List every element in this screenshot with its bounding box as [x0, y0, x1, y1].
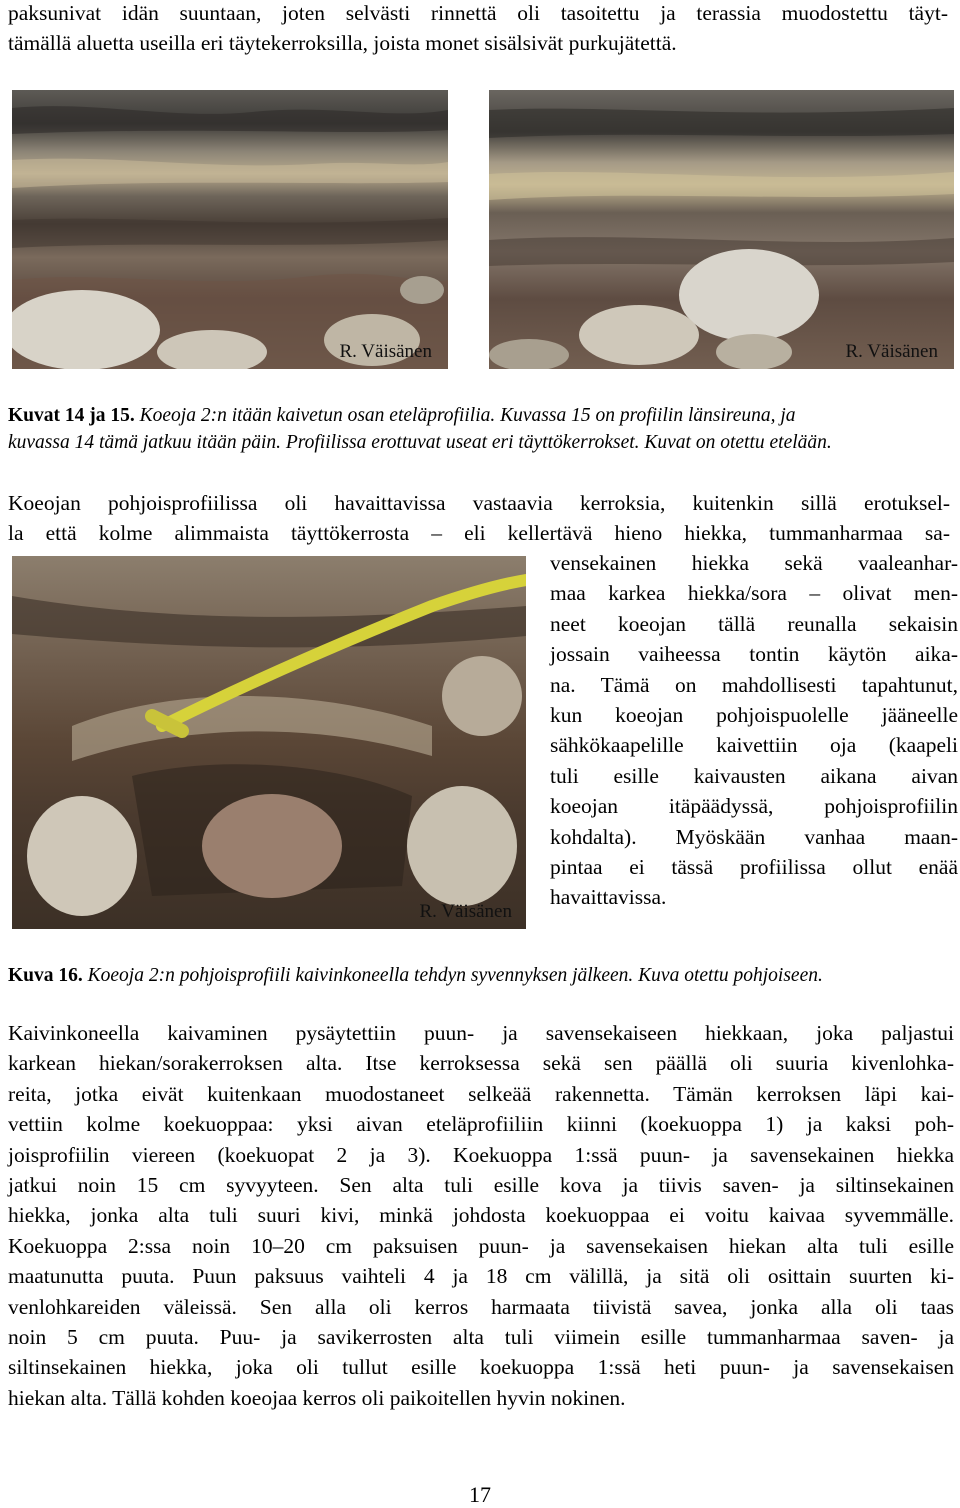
text-line: na. Tämä on mahdollisesti tapahtunut, [550, 672, 958, 697]
text-line: vensekainen hiekka sekä vaaleanhar- [550, 551, 958, 575]
paragraph-test-pits [8, 1018, 954, 1413]
text-line: noin 5 cm puuta. Puu- ja savikerrosten alta tuli viimein esille tummanharmaa saven- ja [8, 1325, 954, 1350]
caption-text: Koeoja 2:n pohjoisprofiili kaivinkoneella tehdyn syvennyksen jälkeen. Kuva otettu pohjoiseen. [87, 965, 823, 986]
photo-14-image [12, 90, 448, 369]
text-line: jatkui noin 15 cm syvyyteen. Sen alta tuli esille kova ja tiivis saven- ja siltinsekainen [8, 1173, 954, 1198]
text-line: Koeojan pohjoisprofiilissa oli havaittavissa vastaavia kerroksia, kuitenkin sillä erotuksel- [8, 491, 950, 515]
caption-photos-14-15 [8, 402, 796, 429]
text-line: pintaa ei tässä profiilissa ollut enää [550, 855, 958, 880]
caption-text: Koeoja 2:n itään kaivetun osan eteläprofiilia. Kuvassa 15 on profiilin länsireuna, ja [139, 405, 796, 426]
text-line: maatunutta puuta. Puun paksuus vaihteli 4 ja 18 cm välillä, ja sitä oli osittain suurten ki- [8, 1264, 954, 1289]
text-line: sähkökaapelille kaivettiin oja (kaapeli [550, 733, 958, 758]
paragraph-north-profile-side [550, 548, 958, 913]
text-line: maa karkea hiekka/sora – olivat men- [550, 581, 958, 606]
text-line: vettiin kolme koekuoppaa: yksi aivan eteläprofiiliin kiinni (koekuoppa 1) ja kaksi poh- [8, 1112, 954, 1137]
text-line: tämällä aluetta useilla eri täytekerroksilla, joista monet sisälsivät purkujätettä. [8, 31, 677, 56]
photo-credit: R. Väisänen [419, 901, 512, 922]
caption-label: Kuva 16. [8, 965, 83, 986]
text-line: koeojan itäpäädyssä, pohjoisprofiilin [550, 794, 958, 819]
caption-label: Kuvat 14 ja 15. [8, 405, 135, 426]
page-number: 17 [469, 1482, 491, 1507]
text-line: havaittavissa. [550, 885, 667, 910]
text-line: Koekuoppa 2:ssa noin 10–20 cm paksuisen puun- ja savensekaisen hiekan alta tuli esille [8, 1233, 954, 1258]
text-line: tuli esille kaivausten aikana aivan [550, 763, 958, 788]
text-line: siltinsekainen hiekka, joka oli tullut esille koekuoppa 1:ssä heti puun- ja savensekaisen [8, 1355, 954, 1380]
caption-photos-14-15-line2 [8, 429, 832, 456]
text-line: Kaivinkoneella kaivaminen pysäytettiin puun- ja savensekaiseen hiekkaan, joka paljastui [8, 1021, 954, 1045]
text-line: kun koeojan pohjoispuolelle jääneelle [550, 703, 958, 728]
text-line: reita, jotka eivät kuitenkaan muodostaneet selkeää rakennetta. Tämän kerroksen läpi kai- [8, 1081, 954, 1106]
text-line: paksunivat idän suuntaan, joten selvästi rinnettä oli tasoitettu ja terassia muodostettu täyt- [8, 1, 948, 25]
photo-16-image [12, 556, 526, 929]
photo-15-excavation-profile [489, 90, 954, 369]
intro-paragraph [8, 0, 948, 59]
text-line: venlohkareiden väleissä. Sen alla oli kerros harmaata tiivistä savea, jonka alla oli taas [8, 1294, 954, 1319]
photo-15-image [489, 90, 954, 369]
photo-14-excavation-profile [12, 90, 448, 369]
text-line: karkean hiekan/sorakerroksen alta. Itse kerroksessa sekä sen päällä oli suuria kivenlohka- [8, 1051, 954, 1076]
photo-16-north-profile [12, 556, 526, 929]
text-line: kohdalta). Myöskään vanhaa maan- [550, 824, 958, 849]
text-line: jossain vaiheessa tontin käytön aika- [550, 642, 958, 667]
photo-credit: R. Väisänen [339, 341, 432, 362]
text-line: joisprofiilin viereen (koekuopat 2 ja 3). Koekuoppa 1:ssä puun- ja savensekainen hiekka [8, 1142, 954, 1167]
paragraph-north-profile [8, 488, 950, 549]
caption-photo-16 [8, 962, 823, 989]
text-line: la että kolme alimmaista täyttökerrosta – eli kellertävä hieno hiekka, tummanharmaa sa- [8, 521, 950, 546]
caption-text: kuvassa 14 tämä jatkuu itään päin. Profiilissa erottuvat useat eri täyttökerrokset. Kuvat on otettu etelään. [8, 432, 832, 453]
photo-credit: R. Väisänen [845, 341, 938, 362]
text-line: hiekka, jonka alta tuli suuri kivi, minkä johdosta koekuoppaa ei voitu kaivaa syvemmälle. [8, 1203, 954, 1228]
text-line: hiekan alta. Tällä kohden koeojaa kerros oli paikoitellen hyvin nokinen. [8, 1385, 626, 1410]
text-line: neet koeojan tällä reunalla sekaisin [550, 611, 958, 636]
